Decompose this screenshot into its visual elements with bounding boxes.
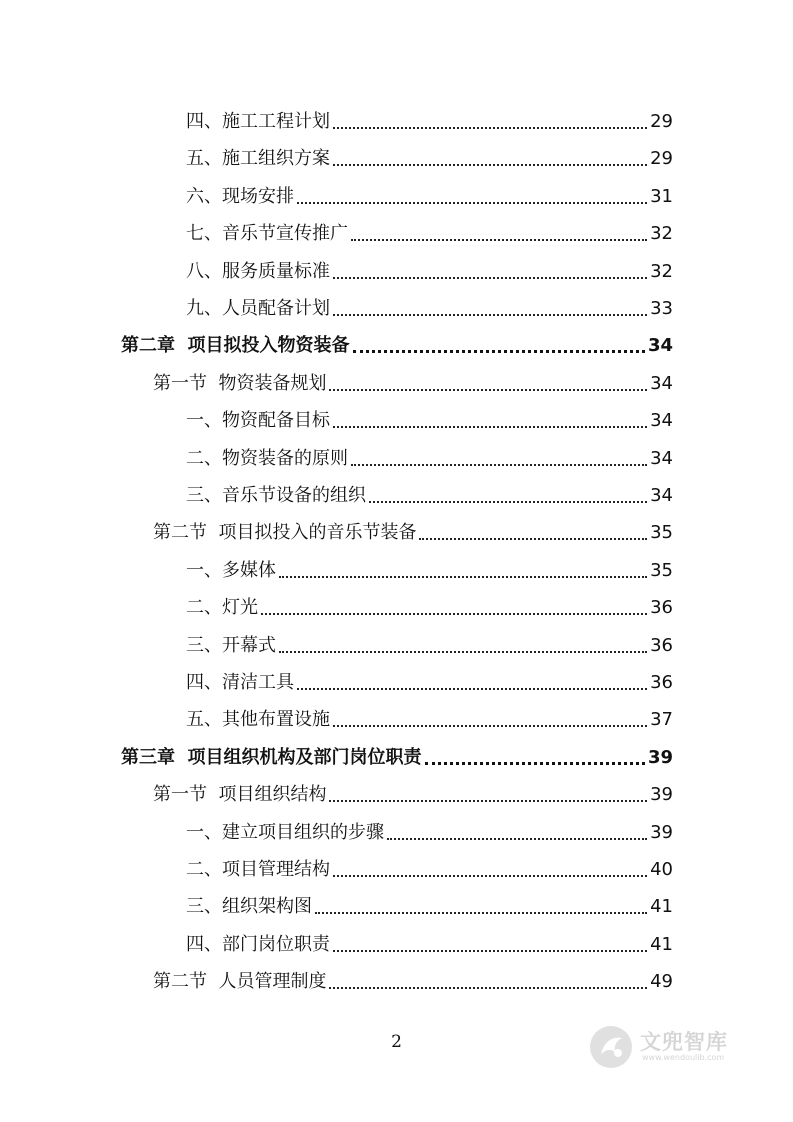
toc-entry-title: 音乐节设备的组织 <box>222 485 366 506</box>
toc-entry-number: 四、 <box>186 672 222 693</box>
toc-entry-number: 第二节 <box>153 522 219 543</box>
toc-entry-title: 物资装备的原则 <box>222 448 348 469</box>
toc-entry-number: 一、 <box>186 560 222 581</box>
toc-entry[interactable] <box>186 891 673 917</box>
toc-entry-number: 一、 <box>186 410 222 431</box>
toc-entry-number: 二、 <box>186 859 222 880</box>
toc-entry-page: 39 <box>650 784 673 805</box>
toc-entry[interactable] <box>186 929 673 955</box>
toc-entry-number: 九、 <box>186 298 222 319</box>
toc-entry-title: 人员管理制度 <box>218 971 327 992</box>
toc-dot-leader <box>297 202 647 204</box>
toc-entry-page: 41 <box>650 896 673 917</box>
toc-entry-title: 物资配备目标 <box>222 410 330 431</box>
toc-entry-page: 34 <box>650 448 673 469</box>
toc-dot-leader <box>279 651 647 653</box>
toc-entry-page: 37 <box>650 709 673 730</box>
toc-dot-leader <box>353 350 645 353</box>
toc-entry-number: 五、 <box>186 709 222 730</box>
toc-dot-leader <box>329 389 647 391</box>
toc-entry[interactable] <box>186 704 673 730</box>
toc-entry-title: 施工组织方案 <box>222 148 330 169</box>
toc-entry[interactable] <box>186 630 673 656</box>
toc-dot-leader <box>261 613 647 615</box>
toc-dot-leader <box>419 538 647 540</box>
toc-entry-number: 三、 <box>186 635 222 656</box>
page-number: 2 <box>391 1032 402 1052</box>
toc-entry-title: 音乐节宣传推广 <box>222 223 348 244</box>
toc-entry-title: 项目拟投入物资装备 <box>187 335 350 356</box>
toc-entry-page: 39 <box>647 747 673 768</box>
toc-entry-page: 31 <box>650 186 673 207</box>
toc-dot-leader <box>333 875 647 877</box>
toc-dot-leader <box>329 987 647 989</box>
toc-dot-leader <box>333 277 647 279</box>
toc-entry[interactable] <box>186 293 673 319</box>
toc-entry[interactable] <box>186 256 673 282</box>
toc-entry-number: 第二章 <box>121 335 188 356</box>
toc-entry-title: 其他布置设施 <box>222 709 330 730</box>
toc-dot-leader <box>425 762 645 765</box>
toc-entry[interactable] <box>186 592 673 618</box>
toc-entry-title: 多媒体 <box>222 560 276 581</box>
toc-dot-leader <box>333 314 647 316</box>
toc-dot-leader <box>333 127 647 129</box>
toc-entry[interactable] <box>186 106 673 132</box>
toc-entry-page: 34 <box>650 485 673 506</box>
watermark <box>588 1022 748 1070</box>
toc-entry[interactable] <box>121 330 673 356</box>
toc-entry-page: 33 <box>650 298 673 319</box>
toc-entry-title: 施工工程计划 <box>222 111 330 132</box>
toc-entry-title: 服务质量标准 <box>222 261 330 282</box>
toc-entry-number: 第一节 <box>153 784 219 805</box>
toc-entry[interactable] <box>153 517 673 543</box>
toc-entry-title: 人员配备计划 <box>222 298 330 319</box>
toc-entry[interactable] <box>186 555 673 581</box>
toc-entry-page: 36 <box>650 597 673 618</box>
wendou-logo-icon <box>588 1024 634 1070</box>
toc-entry-page: 39 <box>650 822 673 843</box>
toc-dot-leader <box>297 688 647 690</box>
toc-entry-title: 开幕式 <box>222 635 276 656</box>
toc-entry-number: 五、 <box>186 148 222 169</box>
toc-entry-title: 项目组织机构及部门岗位职责 <box>187 747 422 768</box>
toc-entry-page: 41 <box>650 934 673 955</box>
toc-entry-title: 建立项目组织的步骤 <box>222 822 384 843</box>
toc-dot-leader <box>351 464 647 466</box>
toc-entry-page: 35 <box>650 560 673 581</box>
toc-dot-leader <box>279 576 647 578</box>
toc-entry-title: 部门岗位职责 <box>222 934 330 955</box>
toc-entry[interactable] <box>186 817 673 843</box>
toc-entry[interactable] <box>186 480 673 506</box>
toc-entry-number: 四、 <box>186 111 222 132</box>
toc-entry[interactable] <box>186 667 673 693</box>
toc-entry-number: 七、 <box>186 223 222 244</box>
toc-entry-number: 二、 <box>186 448 222 469</box>
toc-entry-page: 34 <box>650 373 673 394</box>
toc-entry[interactable] <box>121 742 673 768</box>
toc-entry-page: 32 <box>650 261 673 282</box>
toc-entry-page: 40 <box>650 859 673 880</box>
toc-entry[interactable] <box>186 218 673 244</box>
toc-entry-number: 一、 <box>186 822 222 843</box>
toc-entry-title: 灯光 <box>222 597 258 618</box>
toc-entry-title: 现场安排 <box>222 186 294 207</box>
toc-entry-number: 四、 <box>186 934 222 955</box>
toc-entry[interactable] <box>153 368 673 394</box>
toc-entry-title: 项目组织结构 <box>218 784 327 805</box>
watermark-url: www.wendoulib.com <box>642 1053 725 1062</box>
toc-entry-page: 29 <box>650 111 673 132</box>
toc-entry[interactable] <box>153 966 673 992</box>
toc-entry-page: 35 <box>650 522 673 543</box>
toc-entry-number: 三、 <box>186 485 222 506</box>
toc-dot-leader <box>333 725 647 727</box>
toc-entry-title: 项目管理结构 <box>222 859 330 880</box>
toc-entry-page: 32 <box>650 223 673 244</box>
toc-entry-number: 六、 <box>186 186 222 207</box>
toc-entry-page: 29 <box>650 148 673 169</box>
toc-dot-leader <box>329 800 647 802</box>
toc-entry-title: 清洁工具 <box>222 672 294 693</box>
toc-entry-number: 第三章 <box>121 747 188 768</box>
toc-dot-leader <box>315 912 647 914</box>
toc-entry-page: 36 <box>650 672 673 693</box>
toc-entry-page: 34 <box>647 335 673 356</box>
watermark-text: 文兜智库 <box>640 1030 728 1054</box>
toc-dot-leader <box>333 426 647 428</box>
toc-entry-title: 项目拟投入的音乐节装备 <box>218 522 417 543</box>
toc-entry[interactable] <box>186 854 673 880</box>
toc-entry-number: 第二节 <box>153 971 219 992</box>
toc-dot-leader <box>333 164 647 166</box>
toc-entry-page: 49 <box>650 971 673 992</box>
toc-entry-title: 物资装备规划 <box>218 373 327 394</box>
toc-entry-number: 三、 <box>186 896 222 917</box>
toc-entry[interactable] <box>186 143 673 169</box>
toc-entry-title: 组织架构图 <box>222 896 312 917</box>
toc-entry[interactable] <box>186 181 673 207</box>
toc-dot-leader <box>369 501 647 503</box>
toc-entry[interactable] <box>186 405 673 431</box>
toc-entry-page: 36 <box>650 635 673 656</box>
toc-entry-number: 第一节 <box>153 373 219 394</box>
toc-entry-page: 34 <box>650 410 673 431</box>
toc-dot-leader <box>351 239 647 241</box>
toc-dot-leader <box>333 950 647 952</box>
toc-entry[interactable] <box>186 443 673 469</box>
toc-entry[interactable] <box>153 779 673 805</box>
toc-entry-number: 八、 <box>186 261 222 282</box>
toc-entry-number: 二、 <box>186 597 222 618</box>
toc-dot-leader <box>387 838 647 840</box>
